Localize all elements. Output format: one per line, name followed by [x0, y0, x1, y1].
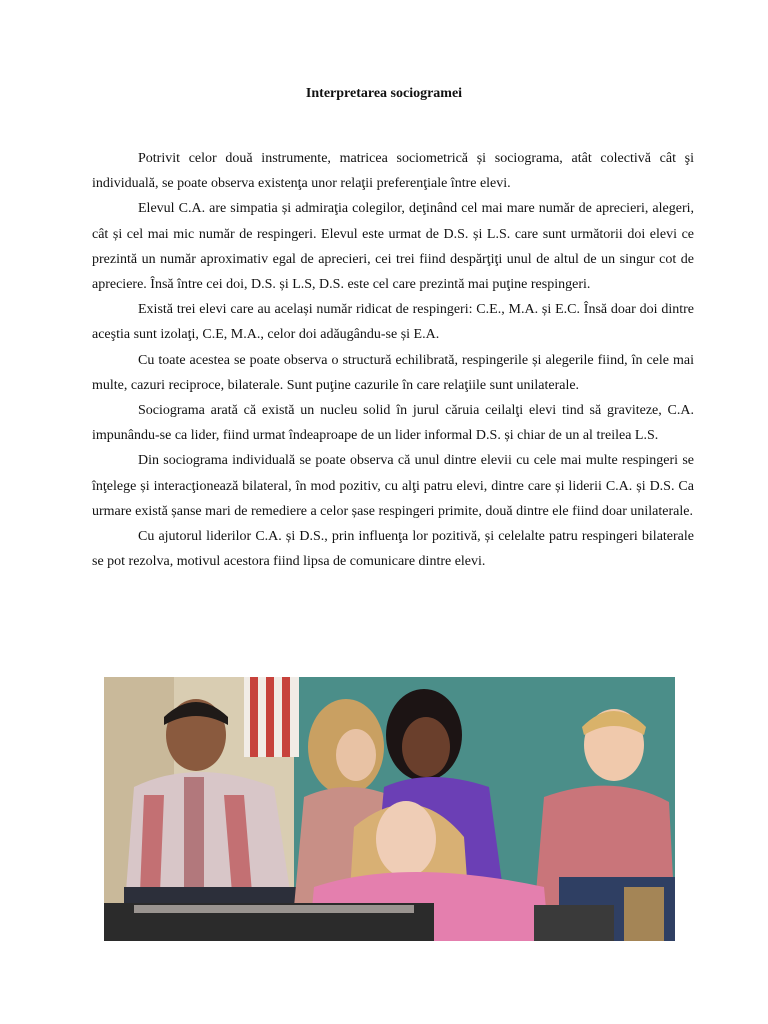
classroom-photo [104, 677, 675, 941]
classroom-illustration [104, 677, 675, 941]
paragraph: Din sociograma individuală se poate observa că unul dintre elevii cu cele mai multe respingeri se înţelege și interacţionează bilateral, în mod pozitiv, cu alţi patru elevi, dintre care și liderii C.A. și D.S. Ca urmare există șanse mari de remediere a celor șase respingeri primite, două dintre ele fiind doar unilaterale. [92, 453, 694, 519]
paragraph: Sociograma arată că există un nucleu solid în jurul căruia ceilalţi elevi tind să graviteze, C.A. impunându-se ca lider, fiind urmat îndeaproape de un lider informal D.S. și chiar de un al treilea L.S. [92, 403, 694, 444]
paragraph: Potrivit celor două instrumente, matricea sociometrică și sociograma, atât colectivă cât şi individuală, se poate observa existenţa unor relaţii preferenţiale între elevi. [92, 151, 694, 192]
paragraph: Cu ajutorul liderilor C.A. și D.S., prin influenţa lor pozitivă, și celelalte patru respingeri bilaterale se pot rezolva, motivul acestora fiind lipsa de comunicare dintre elevi. [92, 529, 694, 570]
document-title: Interpretarea sociogramei [305, 86, 463, 101]
paragraph: Cu toate acestea se poate observa o structură echilibrată, respingerile și alegerile fiind, în cele mai multe, cazuri reciproce, bilaterale. Sunt puţine cazurile în care relaţiile sunt unilaterale. [92, 352, 694, 393]
paragraph: Există trei elevi care au același număr ridicat de respingeri: C.E., M.A. și E.C. Însă doar doi dintre aceştia sunt izolaţi, C.E, M.A., celor doi adăugându-se și E.A. [92, 302, 694, 343]
paragraph: Elevul C.A. are simpatia și admiraţia colegilor, deţinând cel mai mare număr de aprecieri, alegeri, cât și cel mai mic număr de respingeri. Elevul este urmat de D.S. și L.S. care sunt următorii doi elevi ce prezintă un număr aproximativ egal de aprecieri, cei trei fiind despărţiţi unul de altul de un singur cot de apreciere. Însă între cei doi, D.S. și L.S, D.S. este cel care prezintă mai puţine respingeri. [92, 201, 694, 293]
flag [244, 677, 299, 757]
document-body [92, 146, 694, 574]
